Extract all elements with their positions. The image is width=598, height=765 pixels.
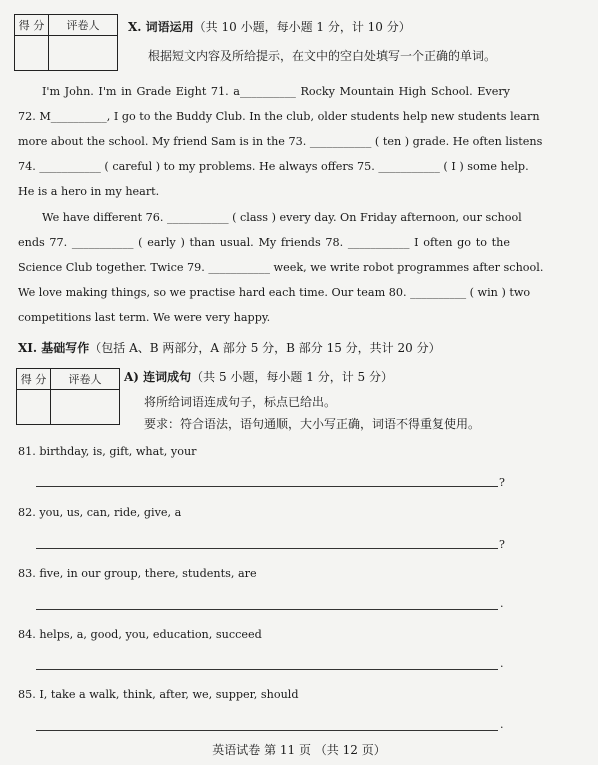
passage-line: He is a hero in my heart. (18, 185, 160, 198)
page-footer: 英语试卷 第 11 页 （共 12 页） (212, 743, 386, 757)
question-82-end-mark: ? (499, 538, 505, 551)
question-85-prompt: 85. I, take a walk, think, after, we, supper, should (18, 688, 299, 701)
passage-paragraph-1 (18, 79, 543, 204)
passage-line: competitions last term. We were very happy. (18, 311, 271, 324)
score-box-section11 (16, 368, 120, 425)
question-83-prompt: 83. five, in our group, there, students, are (18, 567, 257, 580)
grader-cell[interactable] (51, 390, 119, 424)
passage-line: I'm John. I'm in Grade Eight 71. a__________ Rocky Mountain High School. Every (42, 85, 510, 98)
partA-instruction-2: 要求：符合语法，语句通顺，大小写正确，词语不得重复使用。 (144, 417, 481, 431)
partA-instruction-1: 将所给词语连成句子，标点已给出。 (144, 395, 337, 409)
question-82-prompt: 82. you, us, can, ride, give, a (18, 506, 182, 519)
question-85-answer-line[interactable] (36, 730, 498, 731)
grader-label: 评卷人 (49, 15, 117, 36)
score-box-section10 (14, 14, 118, 71)
passage-line: 72. M__________, I go to the Buddy Club. In the club, older students help new students learn (18, 110, 540, 123)
score-cell[interactable] (15, 36, 49, 70)
question-81-prompt: 81. birthday, is, gift, what, your (18, 445, 197, 458)
question-83-answer-line[interactable] (36, 609, 498, 610)
passage-line: more about the school. My friend Sam is in the 73. ___________ ( ten ) grade. He often listens (18, 135, 543, 148)
passage-line: 74. ___________ ( careful ) to my problems. He always offers 75. ___________ ( I ) some help. (18, 160, 529, 173)
passage-paragraph-2 (18, 205, 544, 330)
question-81-answer-line[interactable] (36, 486, 498, 487)
passage-line: ends 77. ___________ ( early ) than usual. My friends 78. ___________ I often go to the (18, 236, 510, 249)
score-cell[interactable] (17, 390, 51, 424)
passage-line: Science Club together. Twice 79. ___________ week, we write robot programmes after school. (18, 261, 544, 274)
question-84-end-mark: . (500, 657, 504, 670)
question-84-prompt: 84. helps, a, good, you, education, succeed (18, 628, 262, 641)
question-83-end-mark: . (500, 597, 504, 610)
question-85-end-mark: . (500, 718, 504, 731)
score-label: 得 分 (17, 369, 51, 390)
passage-line: We have different 76. ___________ ( class ) every day. On Friday afternoon, our school (42, 211, 522, 224)
question-81-end-mark: ? (499, 476, 505, 489)
partA-title: A) 连词成句（共 5 小题，每小题 1 分，计 5 分） (124, 370, 393, 384)
score-label: 得 分 (15, 15, 49, 36)
question-82-answer-line[interactable] (36, 548, 498, 549)
question-84-answer-line[interactable] (36, 669, 498, 670)
section11-title: XI. 基础写作（包括 A、B 两部分，A 部分 5 分，B 部分 15 分，共计 20 分） (18, 341, 441, 355)
grader-label: 评卷人 (51, 369, 119, 390)
passage-line: We love making things, so we practise hard each time. Our team 80. __________ ( win ) two (18, 286, 531, 299)
grader-cell[interactable] (49, 36, 117, 70)
section10-instruction: 根据短文内容及所给提示，在文中的空白处填写一个正确的单词。 (148, 49, 497, 63)
section10-title: X. 词语运用（共 10 小题，每小题 1 分，计 10 分） (128, 20, 411, 34)
